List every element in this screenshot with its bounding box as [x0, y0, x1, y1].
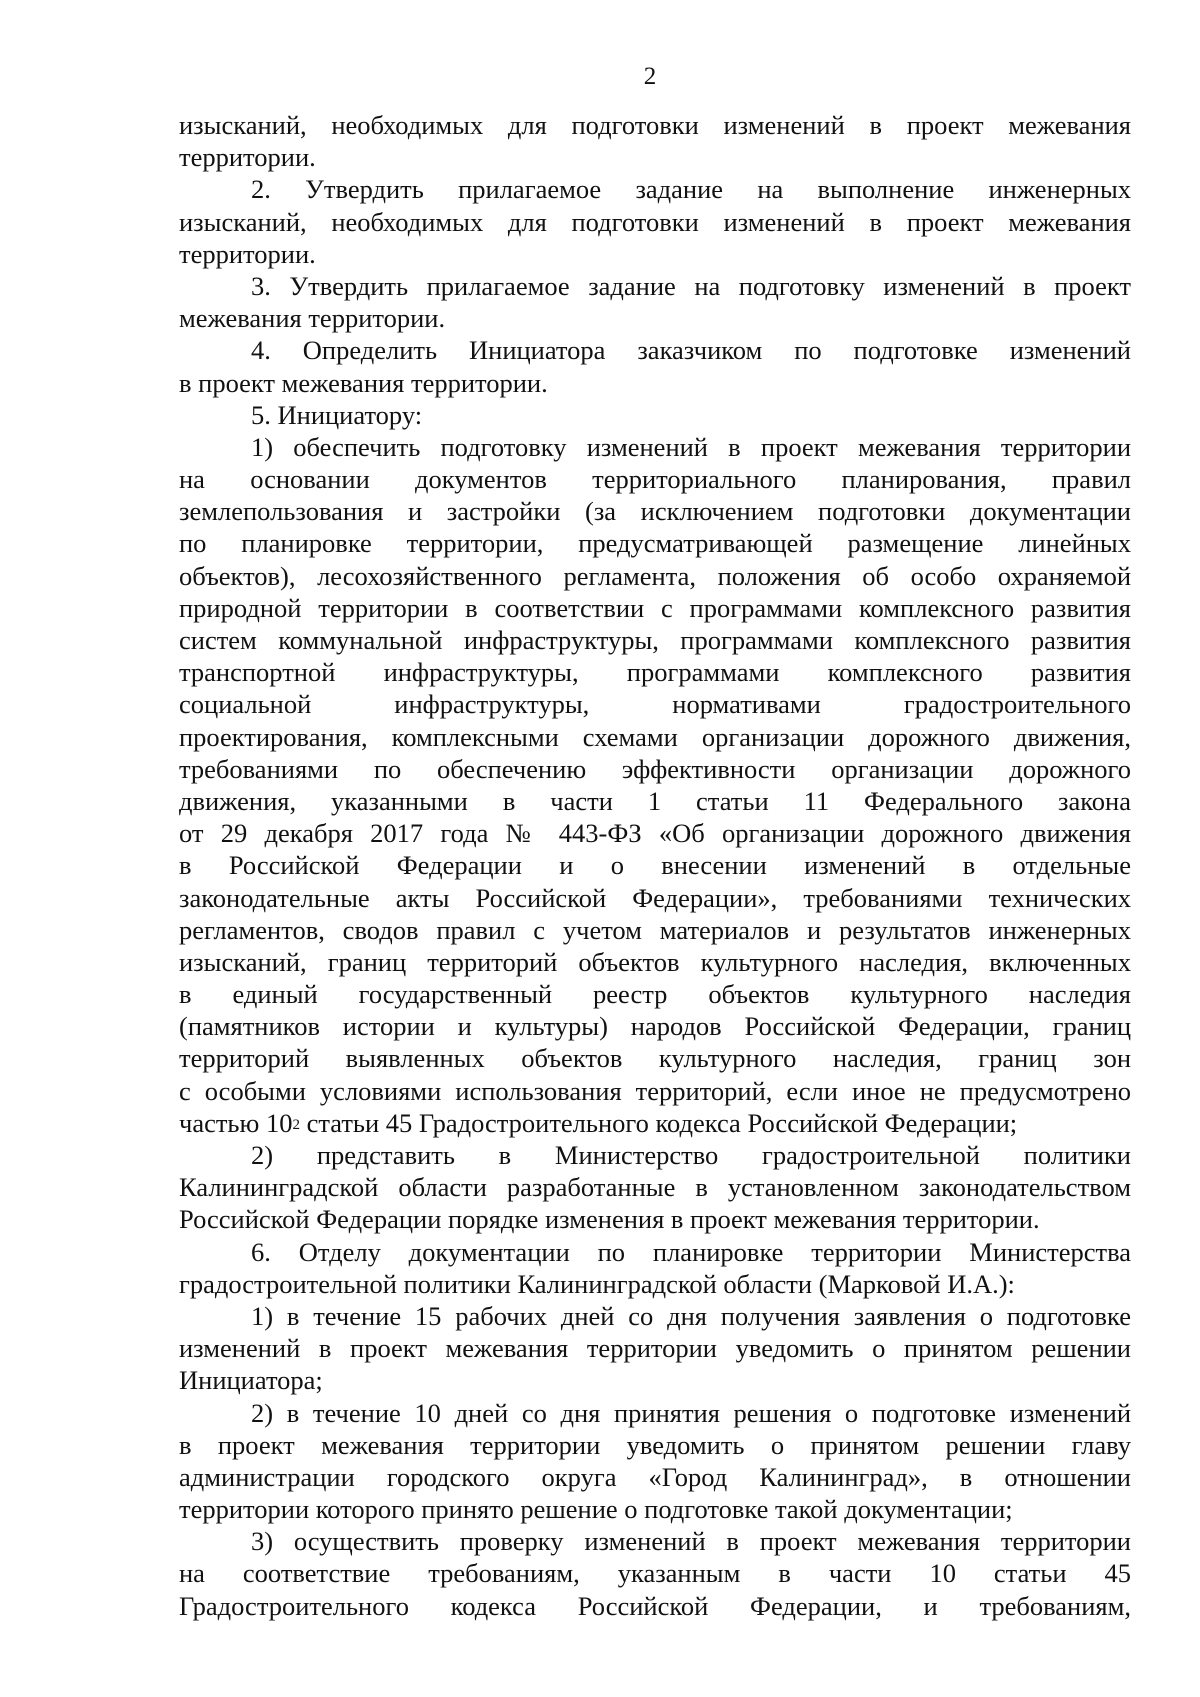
- text-line: на основании документов территориального планирования, правил: [179, 464, 1131, 495]
- text-line: транспортной инфраструктуры, программами комплексного развития: [179, 657, 1131, 688]
- page-number: 2: [643, 63, 657, 90]
- text-line: в Российской Федерации и о внесении изменений в отдельные: [179, 850, 1131, 881]
- text-line: Российской Федерации порядке изменения в проект межевания территории.: [179, 1204, 1040, 1235]
- text-line: территорий выявленных объектов культурного наследия, границ зон: [179, 1043, 1131, 1074]
- text-line: проектирования, комплексными схемами организации дорожного движения,: [179, 721, 1131, 752]
- text-line: систем коммунальной инфраструктуры, программами комплексного развития: [179, 625, 1131, 655]
- text-line: 1) обеспечить подготовку изменений в проект межевания территории: [251, 431, 1131, 462]
- text-line: 2. Утвердить прилагаемое задание на выполнение инженерных: [251, 174, 1131, 205]
- text-line: 5. Инициатору:: [251, 399, 423, 430]
- text-line: (памятников истории и культуры) народов Российской Федерации, границ: [179, 1011, 1131, 1042]
- text-line: объектов), лесохозяйственного регламента, положения об особо охраняемой: [179, 560, 1131, 591]
- text-line: в проект межевания территории.: [179, 367, 548, 398]
- text-line: администрации городского округа «Город Калининград», в отношении: [179, 1461, 1131, 1492]
- text-line: землепользования и застройки (за исключением подготовки документации: [179, 496, 1131, 527]
- text-line: законодательные акты Российской Федерации», требованиями технических: [179, 882, 1131, 913]
- text-fragment: статьи 45 Градостроительного кодекса Российской Федерации;: [299, 1107, 1018, 1138]
- text-line: 6. Отделу документации по планировке территории Министерства: [251, 1236, 1131, 1267]
- text-line: регламентов, сводов правил с учетом материалов и результатов инженерных: [179, 914, 1131, 945]
- text-line: Инициатора;: [179, 1365, 323, 1396]
- text-line: 3. Утвердить прилагаемое задание на подготовку изменений в проект: [251, 270, 1131, 301]
- text-line: градостроительной политики Калининградской области (Марковой И.А.):: [179, 1268, 1015, 1299]
- text-line: территории.: [179, 142, 316, 173]
- text-line: в проект межевания территории уведомить о принятом решении главу: [179, 1429, 1131, 1460]
- text-line: территории.: [179, 238, 316, 269]
- text-line: изменений в проект межевания территории уведомить о принятом решении: [179, 1333, 1131, 1364]
- text-line: по планировке территории, предусматривающей размещение линейных: [179, 528, 1131, 559]
- text-line: требованиями по обеспечению эффективности организации дорожного: [179, 753, 1131, 784]
- text-line: изысканий, необходимых для подготовки изменений в проект межевания: [179, 206, 1131, 237]
- text-line: 2) в течение 10 дней со дня принятия решения о подготовке изменений: [251, 1397, 1131, 1428]
- text-line: 3) осуществить проверку изменений в проект межевания территории: [251, 1526, 1131, 1557]
- text-line: с особыми условиями использования территорий, если иное не предусмотрено: [179, 1075, 1131, 1106]
- text-line: Калининградской области разработанные в установленном законодательством: [179, 1172, 1131, 1203]
- text-line: межевания территории.: [179, 303, 446, 334]
- text-line: от 29 декабря 2017 года № 443-ФЗ «Об организации дорожного движения: [179, 818, 1131, 849]
- text-line: в единый государственный реестр объектов культурного наследия: [179, 979, 1131, 1010]
- text-line: социальной инфраструктуры, нормативами градостроительного: [179, 689, 1131, 720]
- text-line: 4. Определить Инициатора заказчиком по подготовке изменений: [251, 335, 1131, 366]
- text-line: изысканий, границ территорий объектов культурного наследия, включенных: [179, 946, 1131, 977]
- text-line: территории которого принято решение о подготовке такой документации;: [179, 1494, 1013, 1525]
- text-line: природной территории в соответствии с программами комплексного развития: [179, 592, 1131, 623]
- text-line: Градостроительного кодекса Российской Федерации, и требованиям,: [179, 1590, 1131, 1621]
- superscript: 2: [292, 1116, 300, 1133]
- text-line: 1) в течение 15 рабочих дней со дня получения заявления о подготовке: [251, 1300, 1131, 1331]
- text-line: изысканий, необходимых для подготовки изменений в проект межевания: [179, 110, 1131, 140]
- text-line: 2) представить в Министерство градостроительной политики: [251, 1140, 1131, 1170]
- text-line: [179, 1107, 1131, 1139]
- text-fragment: частью 10: [179, 1107, 293, 1138]
- text-line: на соответствие требованиям, указанным в части 10 статьи 45: [179, 1558, 1131, 1589]
- document-body: [179, 109, 1131, 1622]
- text-line: движения, указанными в части 1 статьи 11 Федерального закона: [179, 785, 1131, 816]
